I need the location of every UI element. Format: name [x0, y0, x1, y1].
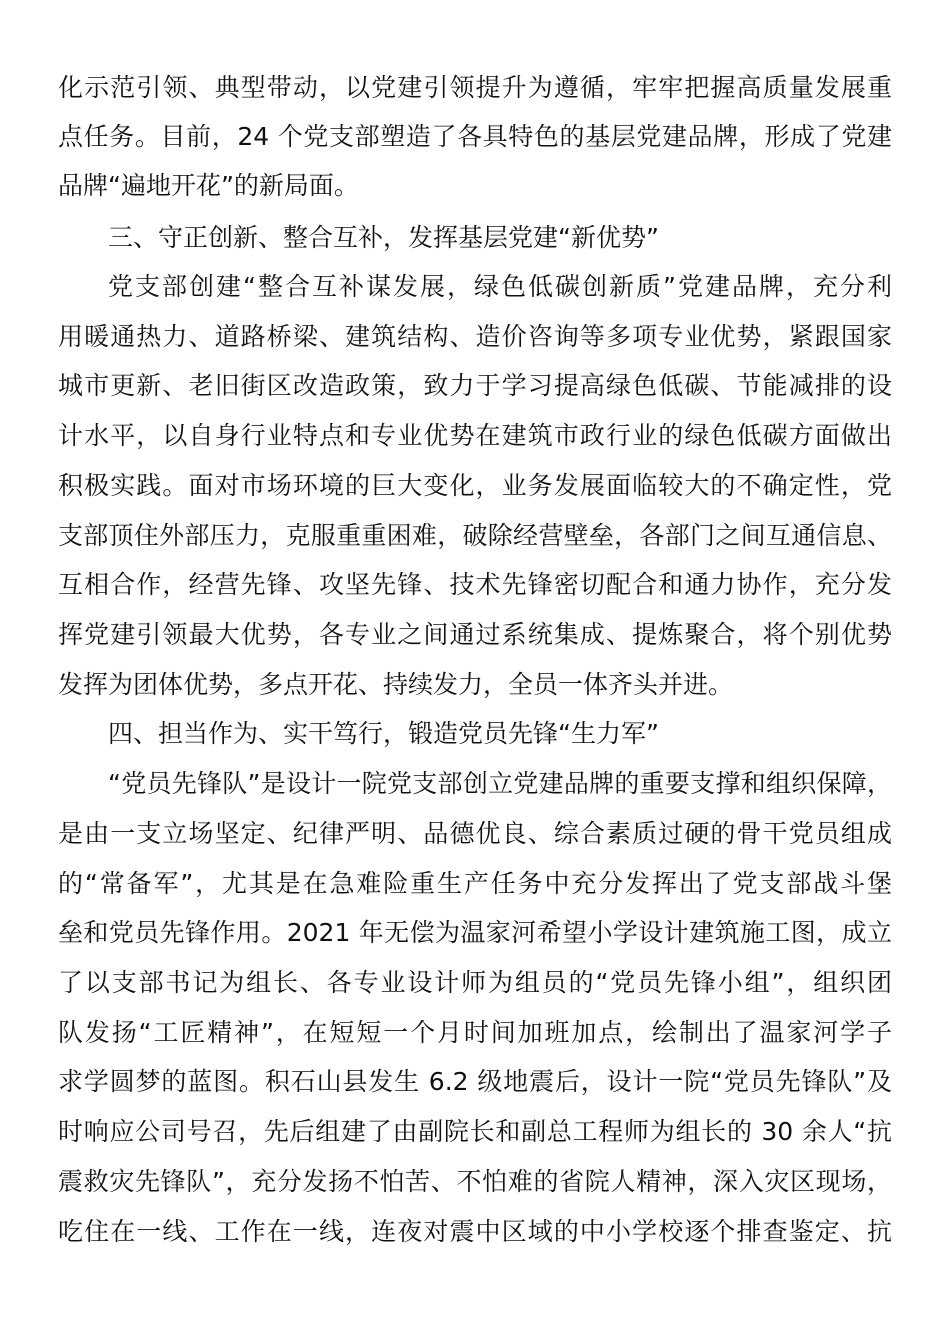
text-line: 计水平，以自身行业特点和专业优势在建筑市政行业的绿色低碳方面做出: [58, 421, 892, 450]
text-line: 点任务。目前，24 个党支部塑造了各具特色的基层党建品牌，形成了党建: [58, 122, 892, 151]
text-line: 互相合作，经营先锋、攻坚先锋、技术先锋密切配合和通力协作，充分发: [58, 570, 892, 599]
text-line: 了以支部书记为组长、各专业设计师为组员的“党员先锋小组”，组织团: [58, 968, 892, 997]
text-line: 用暖通热力、道路桥梁、建筑结构、造价咨询等多项专业优势，紧跟国家: [58, 322, 892, 351]
text-line: “党员先锋队”是设计一院党支部创立党建品牌的重要支撑和组织保障，: [108, 769, 892, 798]
text-line: 垒和党员先锋作用。2021 年无偿为温家河希望小学设计建筑施工图，成立: [58, 918, 892, 947]
text-line: 的“常备军”，尤其是在急难险重生产任务中充分发挥出了党支部战斗堡: [58, 869, 892, 898]
text-line: 党支部创建“整合互补谋发展，绿色低碳创新质”党建品牌，充分利: [108, 272, 892, 301]
text-line: 发挥为团体优势，多点开花、持续发力，全员一体齐头并进。: [58, 670, 734, 699]
section-heading-4: 四、担当作为、实干笃行，锻造党员先锋“生力军”: [108, 719, 659, 748]
text-line: 震救灾先锋队”，充分发扬不怕苦、不怕难的省院人精神，深入灾区现场，: [58, 1167, 892, 1196]
text-line: 化示范引领、典型带动，以党建引领提升为遵循，牢牢把握高质量发展重: [58, 73, 892, 102]
text-line: 支部顶住外部压力，克服重重困难，破除经营壁垒，各部门之间互通信息、: [58, 521, 892, 550]
text-line: 品牌“遍地开花”的新局面。: [58, 171, 359, 200]
text-line: 是由一支立场坚定、纪律严明、品德优良、综合素质过硬的骨干党员组成: [58, 819, 892, 848]
text-line: 积极实践。面对市场环境的巨大变化，业务发展面临较大的不确定性，党: [58, 471, 892, 500]
text-line: 队发扬“工匠精神”，在短短一个月时间加班加点，绘制出了温家河学子: [58, 1018, 892, 1047]
text-line: 时响应公司号召，先后组建了由副院长和副总工程师为组长的 30 余人“抗: [58, 1117, 892, 1146]
text-line: 吃住在一线、工作在一线，连夜对震中区域的中小学校逐个排查鉴定、抗: [58, 1217, 892, 1246]
section-heading-3: 三、守正创新、整合互补，发挥基层党建“新优势”: [108, 223, 659, 252]
text-line: 城市更新、老旧街区改造政策，致力于学习提高绿色低碳、节能减排的设: [58, 371, 892, 400]
text-line: 挥党建引领最大优势，各专业之间通过系统集成、提炼聚合，将个别优势: [58, 620, 892, 649]
text-line: 求学圆梦的蓝图。积石山县发生 6.2 级地震后，设计一院“党员先锋队”及: [58, 1067, 892, 1096]
